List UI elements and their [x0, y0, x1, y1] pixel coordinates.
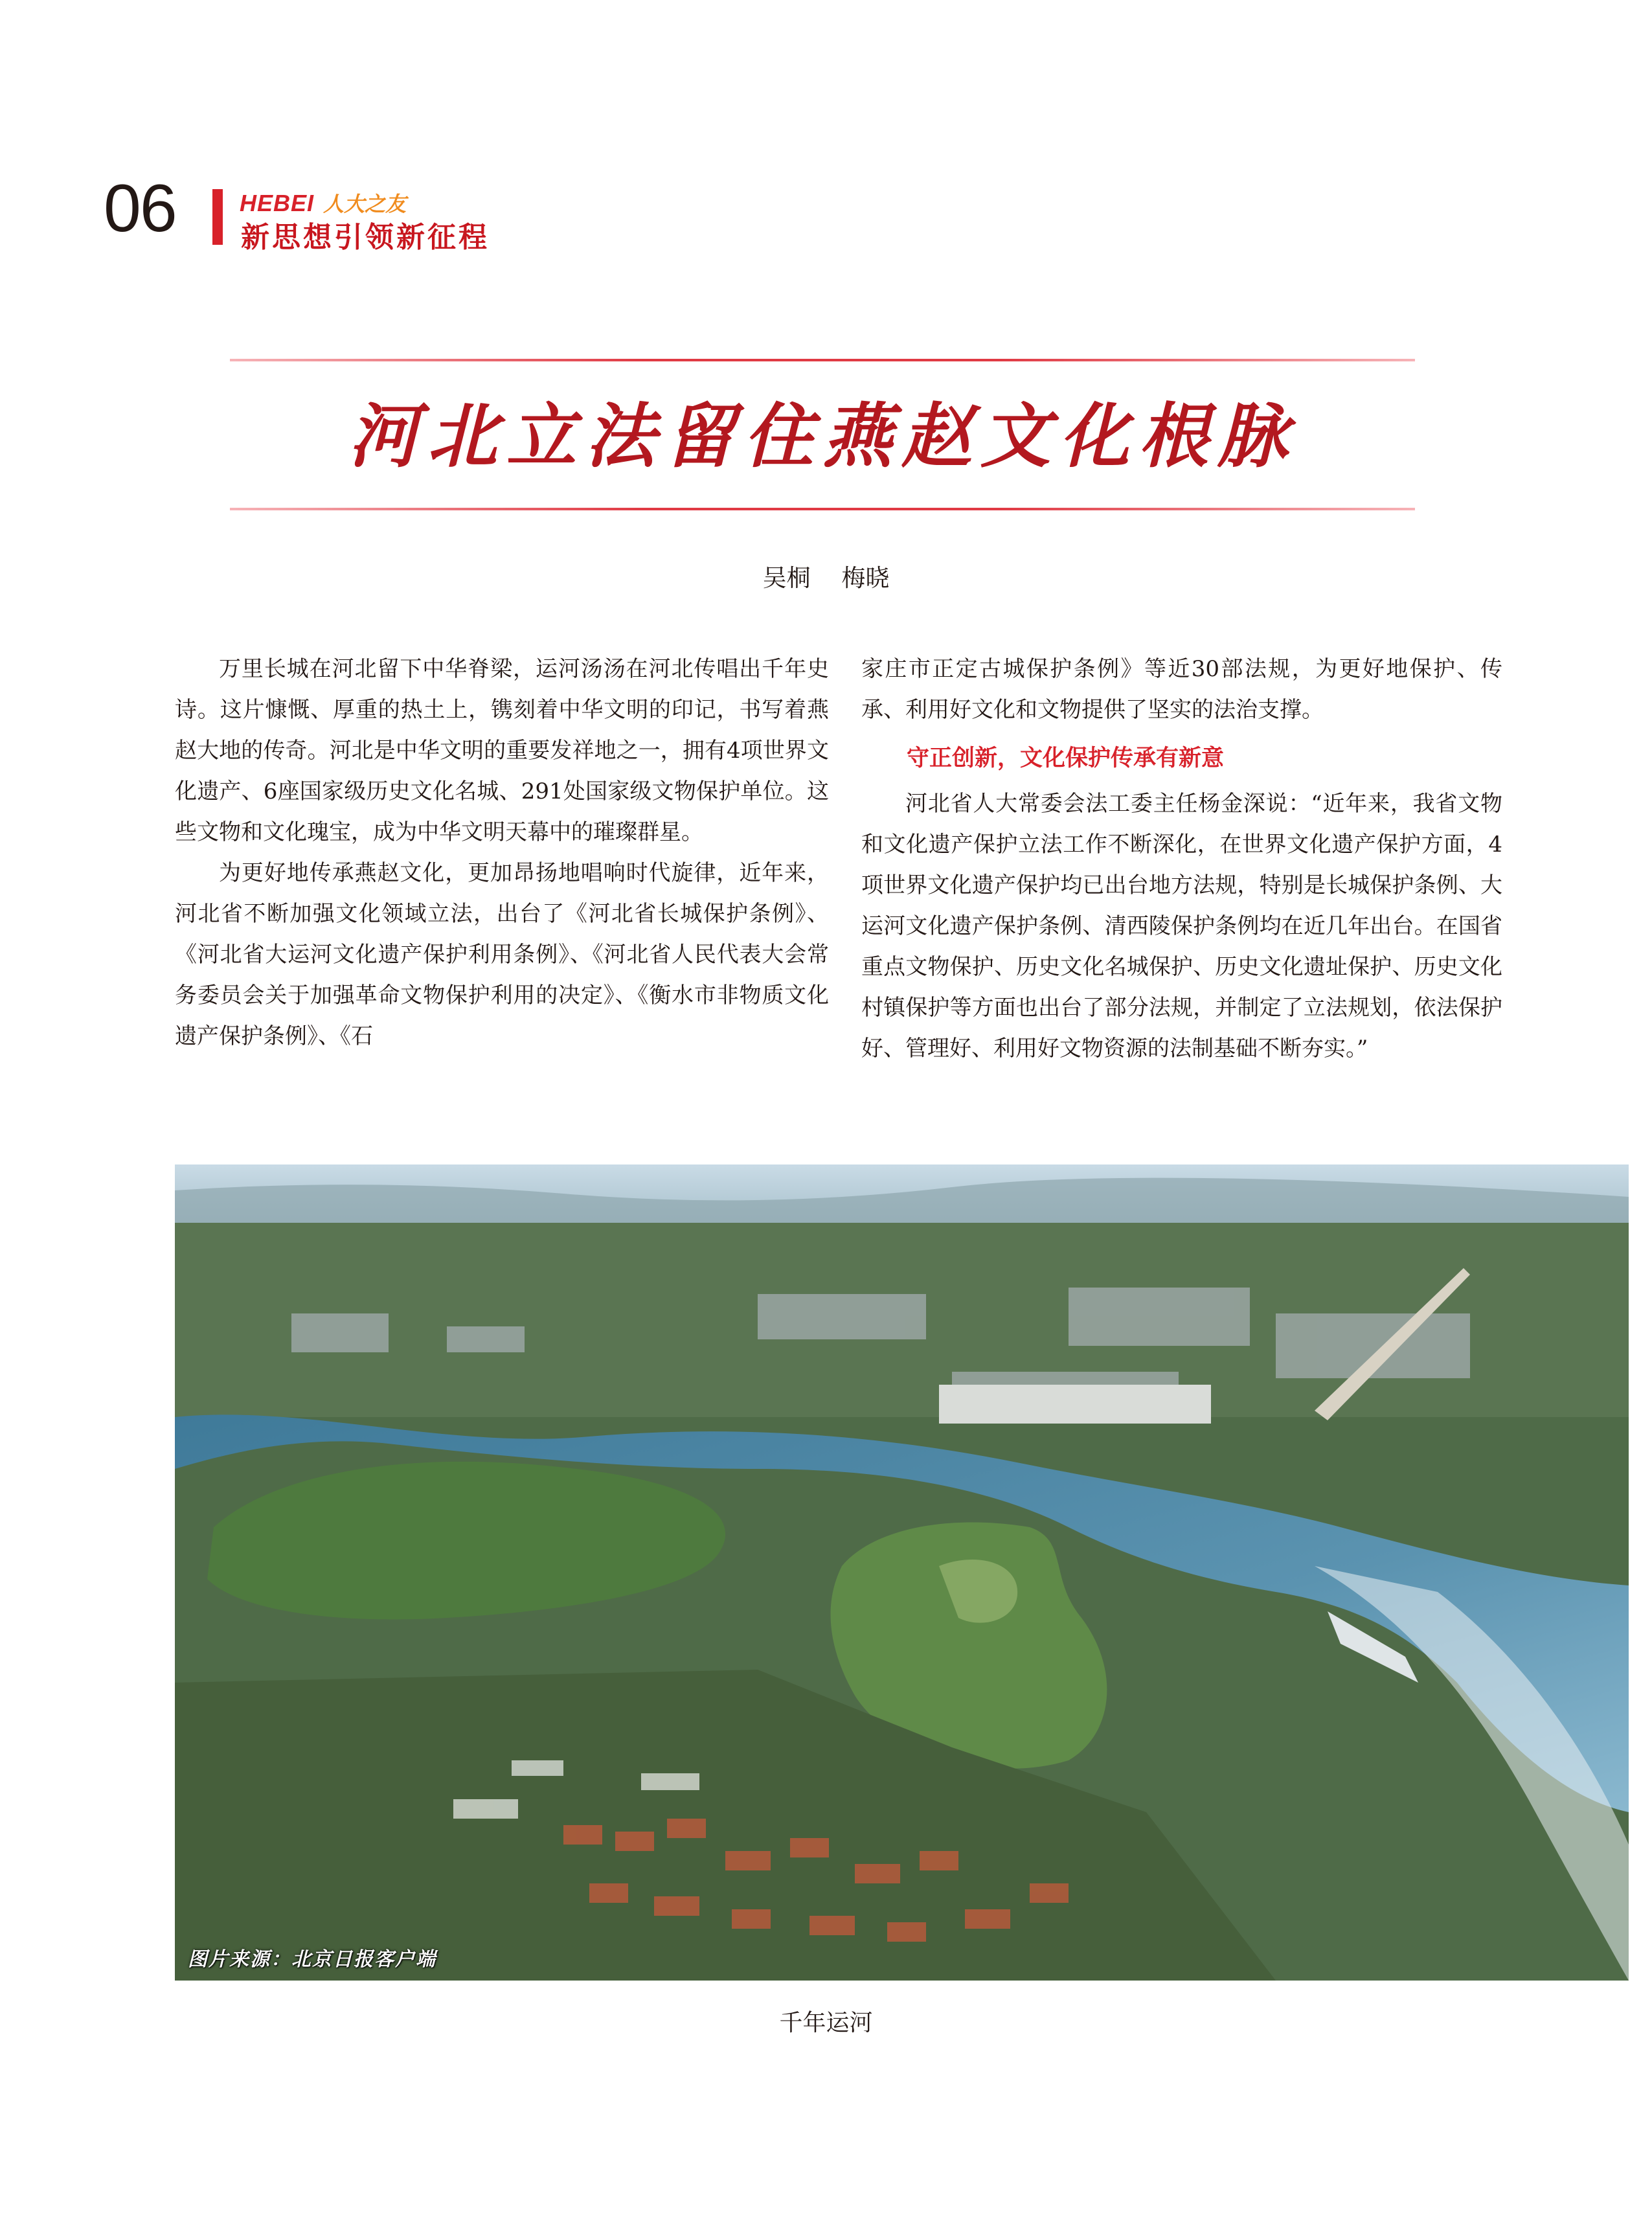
- title-rule-top: [230, 359, 1415, 361]
- section-subheading: 守正创新，文化保护传承有新意: [907, 745, 1225, 771]
- body-paragraph: 河北省人大常委会法工委主任杨金深说：“近年来，我省文物和文化遗产保护立法工作不断深化，在世界文化遗产保护方面，4项世界文化遗产保护均已出台地方法规，特别是长城保护条例、大运河文化遗产保护条例、清西陵保护条例均在近几年出台。在国省重点文物保护、历史文化名城保护、历史文化遗址保护、历史文化村镇保护等方面也出台了部分法规，并制定了立法规划，依法保护好、管理好、利用好文物资源的法制基础不断夯实。”: [861, 791, 1502, 1062]
- body-paragraph: 为更好地传承燕赵文化，更加昂扬地唱响时代旋律，近年来，河北省不断加强文化领域立法，出台了《河北省长城保护条例》、《河北省大运河文化遗产保护利用条例》、《河北省人民代表大会常务委员会关于加强革命文物保护利用的决定》、《衡水市非物质文化遗产保护条例》、《石: [175, 860, 829, 1049]
- magazine-name-cn: 人大之友: [323, 192, 407, 216]
- magazine-name-en: HEBEI: [240, 190, 315, 216]
- aerial-photo: [175, 1164, 1629, 1981]
- body-paragraph-continued: 家庄市正定古城保护条例》等近30部法规，为更好地保护、传承、利用好文化和文物提供了坚实的法治支撑。: [861, 656, 1502, 723]
- section-title: 新思想引领新征程: [241, 221, 490, 254]
- magazine-masthead: [240, 188, 406, 214]
- article-title: 河北立法留住燕赵文化根脉: [348, 396, 1296, 477]
- author-name: 吴桐: [762, 564, 811, 592]
- aerial-photo-illustration: [175, 1164, 1629, 1981]
- author-name: 梅晓: [841, 564, 890, 592]
- page-number: 06: [104, 171, 176, 246]
- body-paragraph: 万里长城在河北留下中华脊梁，运河汤汤在河北传唱出千年史诗。这片慷慨、厚重的热土上，镌刻着中华文明的印记，书写着燕赵大地的传奇。河北是中华文明的重要发祥地之一，拥有4项世界文化遗产、6座国家级历史文化名城、291处国家级文物保护单位。这些文物和文化瑰宝，成为中华文明天幕中的璀璨群星。: [175, 656, 829, 845]
- body-column-right: [861, 649, 1502, 1069]
- byline: [0, 558, 1652, 593]
- photo-credit: 图片来源：北京日报客户端: [188, 1948, 436, 1971]
- header-accent-bar: [212, 189, 223, 245]
- title-rule-bottom: [230, 508, 1415, 510]
- body-column-left: [175, 649, 829, 1057]
- photo-caption: 千年运河: [779, 2010, 873, 2036]
